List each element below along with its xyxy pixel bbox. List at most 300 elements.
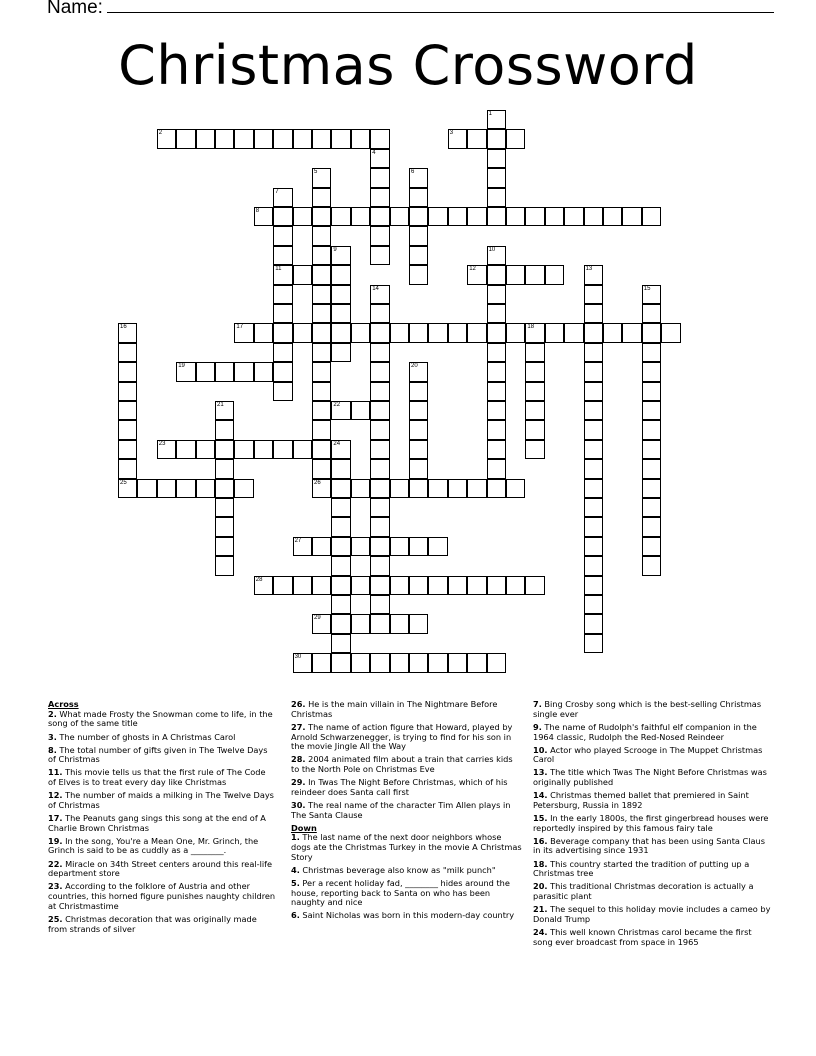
grid-cell[interactable]	[603, 207, 622, 226]
grid-cell[interactable]	[370, 440, 389, 459]
grid-cell[interactable]	[409, 382, 428, 401]
grid-cell[interactable]	[118, 401, 137, 420]
grid-cell[interactable]	[196, 362, 215, 381]
grid-cell[interactable]	[661, 323, 680, 342]
grid-cell[interactable]	[448, 653, 467, 672]
grid-cell[interactable]	[234, 323, 253, 342]
clue-number: 24.	[533, 926, 548, 937]
clue-number: 7.	[533, 699, 542, 709]
grid-cell[interactable]	[564, 207, 583, 226]
grid-cell[interactable]	[409, 653, 428, 672]
clue-list	[48, 710, 276, 935]
grid-cell[interactable]	[293, 265, 312, 284]
grid-cell[interactable]	[312, 207, 331, 226]
grid-cell[interactable]	[487, 459, 506, 478]
grid-cell[interactable]	[118, 459, 137, 478]
grid-cell[interactable]	[642, 537, 661, 556]
grid-cell[interactable]	[584, 382, 603, 401]
grid-cell[interactable]	[390, 576, 409, 595]
grid-cell[interactable]	[254, 576, 273, 595]
grid-cell[interactable]	[506, 479, 525, 498]
grid-cell[interactable]	[467, 129, 486, 148]
grid-cell[interactable]	[390, 537, 409, 556]
grid-cell[interactable]	[409, 537, 428, 556]
grid-cell[interactable]	[118, 479, 137, 498]
grid-cell[interactable]	[312, 420, 331, 439]
grid-cell[interactable]	[370, 188, 389, 207]
grid-cell[interactable]	[312, 285, 331, 304]
grid-cell[interactable]	[331, 129, 350, 148]
clue-number: 18	[527, 324, 535, 331]
grid-cell[interactable]	[331, 246, 350, 265]
down-clue	[533, 882, 773, 901]
grid-cell[interactable]	[215, 420, 234, 439]
grid-cell[interactable]	[584, 614, 603, 633]
grid-cell[interactable]	[312, 401, 331, 420]
grid-cell[interactable]	[176, 479, 195, 498]
grid-cell[interactable]	[642, 440, 661, 459]
grid-cell[interactable]	[273, 129, 292, 148]
grid-cell[interactable]	[273, 226, 292, 245]
grid-cell[interactable]	[506, 576, 525, 595]
grid-cell[interactable]	[157, 479, 176, 498]
grid-cell[interactable]	[428, 537, 447, 556]
grid-cell[interactable]	[409, 323, 428, 342]
grid-cell[interactable]	[370, 304, 389, 323]
grid-cell[interactable]	[506, 129, 525, 148]
grid-cell[interactable]	[467, 207, 486, 226]
grid-cell[interactable]	[312, 382, 331, 401]
grid-cell[interactable]	[487, 285, 506, 304]
grid-cell[interactable]	[409, 420, 428, 439]
grid-cell[interactable]	[525, 420, 544, 439]
grid-cell[interactable]	[642, 401, 661, 420]
grid-cell[interactable]	[234, 362, 253, 381]
grid-cell[interactable]	[273, 323, 292, 342]
grid-cell[interactable]	[118, 382, 137, 401]
grid-cell[interactable]	[273, 304, 292, 323]
grid-cell[interactable]	[312, 226, 331, 245]
grid-cell[interactable]	[487, 343, 506, 362]
grid-cell[interactable]	[370, 576, 389, 595]
grid-cell[interactable]	[118, 362, 137, 381]
grid-cell[interactable]	[487, 420, 506, 439]
grid-cell[interactable]	[351, 576, 370, 595]
grid-cell[interactable]	[370, 595, 389, 614]
clue-text: He is the main villain in The Nightmare Before Christmas	[291, 699, 498, 719]
grid-cell[interactable]	[584, 343, 603, 362]
grid-cell[interactable]	[331, 556, 350, 575]
grid-cell[interactable]	[409, 459, 428, 478]
grid-cell[interactable]	[312, 343, 331, 362]
grid-cell[interactable]	[312, 129, 331, 148]
grid-cell[interactable]	[273, 576, 292, 595]
grid-cell[interactable]	[293, 537, 312, 556]
across-clue	[48, 915, 276, 934]
grid-cell[interactable]	[487, 323, 506, 342]
grid-cell[interactable]	[331, 595, 350, 614]
grid-cell[interactable]	[215, 459, 234, 478]
grid-cell[interactable]	[312, 537, 331, 556]
grid-cell[interactable]	[545, 207, 564, 226]
grid-cell[interactable]	[312, 479, 331, 498]
grid-cell[interactable]	[331, 498, 350, 517]
grid-cell[interactable]	[409, 576, 428, 595]
grid-cell[interactable]	[584, 479, 603, 498]
grid-cell[interactable]	[584, 595, 603, 614]
grid-cell[interactable]	[370, 382, 389, 401]
grid-cell[interactable]	[196, 440, 215, 459]
grid-cell[interactable]	[331, 440, 350, 459]
grid-cell[interactable]	[467, 576, 486, 595]
grid-cell[interactable]	[196, 129, 215, 148]
clue-number: 30.	[291, 799, 306, 810]
grid-cell[interactable]	[215, 517, 234, 536]
clue-number: 11.	[48, 767, 63, 778]
grid-cell[interactable]	[545, 323, 564, 342]
grid-cell[interactable]	[409, 246, 428, 265]
grid-cell[interactable]	[642, 207, 661, 226]
grid-cell[interactable]	[506, 207, 525, 226]
grid-cell[interactable]	[312, 168, 331, 187]
grid-cell[interactable]	[390, 323, 409, 342]
grid-cell[interactable]	[293, 323, 312, 342]
grid-cell[interactable]	[312, 459, 331, 478]
grid-cell[interactable]	[331, 207, 350, 226]
grid-cell[interactable]	[370, 420, 389, 439]
grid-cell[interactable]	[428, 479, 447, 498]
grid-cell[interactable]	[273, 382, 292, 401]
grid-cell[interactable]	[312, 304, 331, 323]
grid-cell[interactable]	[428, 576, 447, 595]
grid-cell[interactable]	[157, 440, 176, 459]
grid-cell[interactable]	[448, 576, 467, 595]
grid-cell[interactable]	[642, 362, 661, 381]
grid-cell[interactable]	[312, 653, 331, 672]
clue-number: 2.	[48, 708, 57, 719]
grid-cell[interactable]	[506, 265, 525, 284]
grid-cell[interactable]	[525, 265, 544, 284]
grid-cell[interactable]	[428, 207, 447, 226]
grid-cell[interactable]	[506, 323, 525, 342]
grid-cell[interactable]	[370, 226, 389, 245]
grid-cell[interactable]	[487, 110, 506, 129]
grid-cell[interactable]	[254, 440, 273, 459]
grid-cell[interactable]	[487, 149, 506, 168]
grid-cell[interactable]	[137, 479, 156, 498]
clue-number: 12	[469, 266, 476, 273]
grid-cell[interactable]	[331, 537, 350, 556]
grid-cell[interactable]	[409, 440, 428, 459]
grid-cell[interactable]	[370, 517, 389, 536]
grid-cell[interactable]	[525, 362, 544, 381]
grid-cell[interactable]	[622, 323, 641, 342]
grid-cell[interactable]	[331, 285, 350, 304]
grid-cell[interactable]	[273, 188, 292, 207]
grid-cell[interactable]	[448, 207, 467, 226]
grid-cell[interactable]	[176, 440, 195, 459]
grid-cell[interactable]	[118, 343, 137, 362]
grid-cell[interactable]	[273, 265, 292, 284]
grid-cell[interactable]	[312, 246, 331, 265]
grid-cell[interactable]	[642, 420, 661, 439]
clue-number: 25.	[48, 913, 63, 924]
grid-cell[interactable]	[448, 129, 467, 148]
grid-cell[interactable]	[331, 479, 350, 498]
grid-cell[interactable]	[254, 362, 273, 381]
grid-cell[interactable]	[351, 207, 370, 226]
grid-cell[interactable]	[215, 362, 234, 381]
grid-cell[interactable]	[584, 517, 603, 536]
across-clue	[291, 755, 523, 774]
grid-cell[interactable]	[331, 459, 350, 478]
grid-cell[interactable]	[331, 634, 350, 653]
grid-cell[interactable]	[448, 323, 467, 342]
grid-cell[interactable]	[215, 556, 234, 575]
grid-cell[interactable]	[584, 362, 603, 381]
grid-cell[interactable]	[642, 343, 661, 362]
grid-cell[interactable]	[487, 188, 506, 207]
grid-cell[interactable]	[409, 226, 428, 245]
down-clue	[291, 879, 523, 908]
grid-cell[interactable]	[312, 265, 331, 284]
grid-cell[interactable]	[331, 653, 350, 672]
clue-number: 21	[217, 402, 224, 408]
grid-cell[interactable]	[584, 576, 603, 595]
grid-cell[interactable]	[273, 285, 292, 304]
grid-cell[interactable]	[176, 129, 195, 148]
grid-cell[interactable]	[351, 653, 370, 672]
grid-cell[interactable]	[467, 323, 486, 342]
grid-cell[interactable]	[525, 576, 544, 595]
grid-cell[interactable]	[584, 285, 603, 304]
clue-number: 5	[314, 169, 318, 176]
grid-cell[interactable]	[642, 382, 661, 401]
grid-cell[interactable]	[254, 207, 273, 226]
clue-number: 30	[294, 654, 302, 661]
grid-cell[interactable]	[467, 653, 486, 672]
grid-cell[interactable]	[642, 304, 661, 323]
grid-cell[interactable]	[584, 304, 603, 323]
grid-cell[interactable]	[157, 129, 176, 148]
grid-cell[interactable]	[428, 653, 447, 672]
grid-cell[interactable]	[370, 479, 389, 498]
grid-cell[interactable]	[370, 285, 389, 304]
grid-cell[interactable]	[487, 382, 506, 401]
grid-cell[interactable]	[642, 479, 661, 498]
grid-cell[interactable]	[584, 323, 603, 342]
grid-cell[interactable]	[176, 362, 195, 381]
grid-cell[interactable]	[234, 440, 253, 459]
grid-cell[interactable]	[584, 498, 603, 517]
grid-cell[interactable]	[312, 614, 331, 633]
grid-cell[interactable]	[331, 304, 350, 323]
clue-text: According to the folklore of Austria and other countries, this horned figure punishes naughty children at Christmastime	[48, 881, 276, 911]
grid-cell[interactable]	[584, 265, 603, 284]
grid-cell[interactable]	[584, 537, 603, 556]
across-clue	[48, 837, 276, 856]
grid-cell[interactable]	[642, 323, 661, 342]
grid-cell[interactable]	[487, 207, 506, 226]
grid-cell[interactable]	[351, 401, 370, 420]
grid-cell[interactable]	[584, 556, 603, 575]
grid-cell[interactable]	[293, 653, 312, 672]
grid-cell[interactable]	[603, 323, 622, 342]
grid-cell[interactable]	[487, 265, 506, 284]
grid-cell[interactable]	[409, 265, 428, 284]
grid-cell[interactable]	[215, 537, 234, 556]
grid-cell[interactable]	[118, 323, 137, 342]
grid-cell[interactable]	[390, 207, 409, 226]
grid-cell[interactable]	[390, 653, 409, 672]
grid-cell[interactable]	[215, 401, 234, 420]
grid-cell[interactable]	[293, 440, 312, 459]
grid-cell[interactable]	[409, 401, 428, 420]
grid-cell[interactable]	[370, 168, 389, 187]
grid-cell[interactable]	[487, 440, 506, 459]
grid-cell[interactable]	[351, 537, 370, 556]
grid-cell[interactable]	[584, 401, 603, 420]
grid-cell[interactable]	[331, 343, 350, 362]
grid-cell[interactable]	[215, 440, 234, 459]
grid-cell[interactable]	[234, 479, 253, 498]
grid-cell[interactable]	[351, 479, 370, 498]
clue-text: Bing Crosby song which is the best-selling Christmas single ever	[533, 699, 762, 719]
grid-cell[interactable]	[370, 653, 389, 672]
down-clue	[533, 814, 773, 833]
grid-cell[interactable]	[273, 362, 292, 381]
clue-number: 11	[275, 266, 282, 273]
grid-cell[interactable]	[351, 323, 370, 342]
grid-cell[interactable]	[293, 576, 312, 595]
grid-cell[interactable]	[215, 479, 234, 498]
grid-cell[interactable]	[409, 362, 428, 381]
grid-cell[interactable]	[642, 517, 661, 536]
grid-cell[interactable]	[525, 323, 544, 342]
grid-cell[interactable]	[273, 440, 292, 459]
grid-cell[interactable]	[312, 576, 331, 595]
grid-cell[interactable]	[370, 207, 389, 226]
grid-cell[interactable]	[331, 401, 350, 420]
grid-cell[interactable]	[448, 479, 467, 498]
across-clue	[291, 723, 523, 752]
grid-cell[interactable]	[525, 401, 544, 420]
grid-cell[interactable]	[215, 129, 234, 148]
grid-cell[interactable]	[312, 188, 331, 207]
grid-cell[interactable]	[370, 614, 389, 633]
grid-cell[interactable]	[487, 304, 506, 323]
grid-cell[interactable]	[331, 576, 350, 595]
grid-cell[interactable]	[525, 440, 544, 459]
grid-cell[interactable]	[370, 401, 389, 420]
grid-cell[interactable]	[215, 498, 234, 517]
grid-cell[interactable]	[351, 614, 370, 633]
grid-cell[interactable]	[390, 614, 409, 633]
grid-cell[interactable]	[273, 246, 292, 265]
grid-cell[interactable]	[370, 129, 389, 148]
grid-cell[interactable]	[409, 188, 428, 207]
grid-cell[interactable]	[622, 207, 641, 226]
grid-cell[interactable]	[467, 265, 486, 284]
grid-cell[interactable]	[370, 323, 389, 342]
grid-cell[interactable]	[370, 343, 389, 362]
grid-cell[interactable]	[584, 634, 603, 653]
grid-cell[interactable]	[525, 382, 544, 401]
grid-cell[interactable]	[487, 246, 506, 265]
grid-cell[interactable]	[487, 576, 506, 595]
grid-cell[interactable]	[234, 129, 253, 148]
grid-cell[interactable]	[351, 129, 370, 148]
grid-cell[interactable]	[254, 323, 273, 342]
clue-number: 8	[255, 208, 260, 214]
grid-cell[interactable]	[331, 265, 350, 284]
grid-cell[interactable]	[525, 207, 544, 226]
grid-cell[interactable]	[312, 362, 331, 381]
grid-cell[interactable]	[642, 556, 661, 575]
clue-number: 15.	[533, 812, 548, 823]
grid-cell[interactable]	[293, 129, 312, 148]
grid-cell[interactable]	[409, 479, 428, 498]
down-clue	[533, 928, 773, 947]
grid-cell[interactable]	[467, 479, 486, 498]
grid-cell[interactable]	[118, 420, 137, 439]
grid-cell[interactable]	[370, 459, 389, 478]
grid-cell[interactable]	[118, 440, 137, 459]
grid-cell[interactable]	[428, 323, 447, 342]
grid-cell[interactable]	[370, 537, 389, 556]
grid-cell[interactable]	[331, 517, 350, 536]
clue-number: 27	[294, 537, 302, 544]
grid-cell[interactable]	[584, 207, 603, 226]
grid-cell[interactable]	[370, 149, 389, 168]
grid-cell[interactable]	[487, 362, 506, 381]
down-clue	[533, 837, 773, 856]
grid-cell[interactable]	[273, 343, 292, 362]
grid-cell[interactable]	[525, 343, 544, 362]
grid-cell[interactable]	[331, 614, 350, 633]
grid-cell[interactable]	[370, 246, 389, 265]
grid-cell[interactable]	[409, 168, 428, 187]
grid-cell[interactable]	[312, 440, 331, 459]
grid-cell[interactable]	[312, 323, 331, 342]
grid-cell[interactable]	[370, 498, 389, 517]
grid-cell[interactable]	[370, 556, 389, 575]
grid-cell[interactable]	[487, 653, 506, 672]
grid-cell[interactable]	[331, 323, 350, 342]
grid-cell[interactable]	[487, 479, 506, 498]
grid-cell[interactable]	[293, 207, 312, 226]
grid-cell[interactable]	[584, 440, 603, 459]
grid-cell[interactable]	[564, 323, 583, 342]
grid-cell[interactable]	[487, 401, 506, 420]
grid-cell[interactable]	[370, 362, 389, 381]
grid-cell[interactable]	[254, 129, 273, 148]
grid-cell[interactable]	[584, 420, 603, 439]
grid-cell[interactable]	[642, 459, 661, 478]
grid-cell[interactable]	[545, 265, 564, 284]
grid-cell[interactable]	[642, 498, 661, 517]
grid-cell[interactable]	[642, 285, 661, 304]
grid-cell[interactable]	[487, 129, 506, 148]
grid-cell[interactable]	[487, 168, 506, 187]
grid-cell[interactable]	[273, 207, 292, 226]
grid-cell[interactable]	[584, 459, 603, 478]
across-clue	[48, 768, 276, 787]
grid-cell[interactable]	[409, 614, 428, 633]
grid-cell[interactable]	[390, 479, 409, 498]
grid-cell[interactable]	[409, 207, 428, 226]
grid-cell[interactable]	[196, 479, 215, 498]
